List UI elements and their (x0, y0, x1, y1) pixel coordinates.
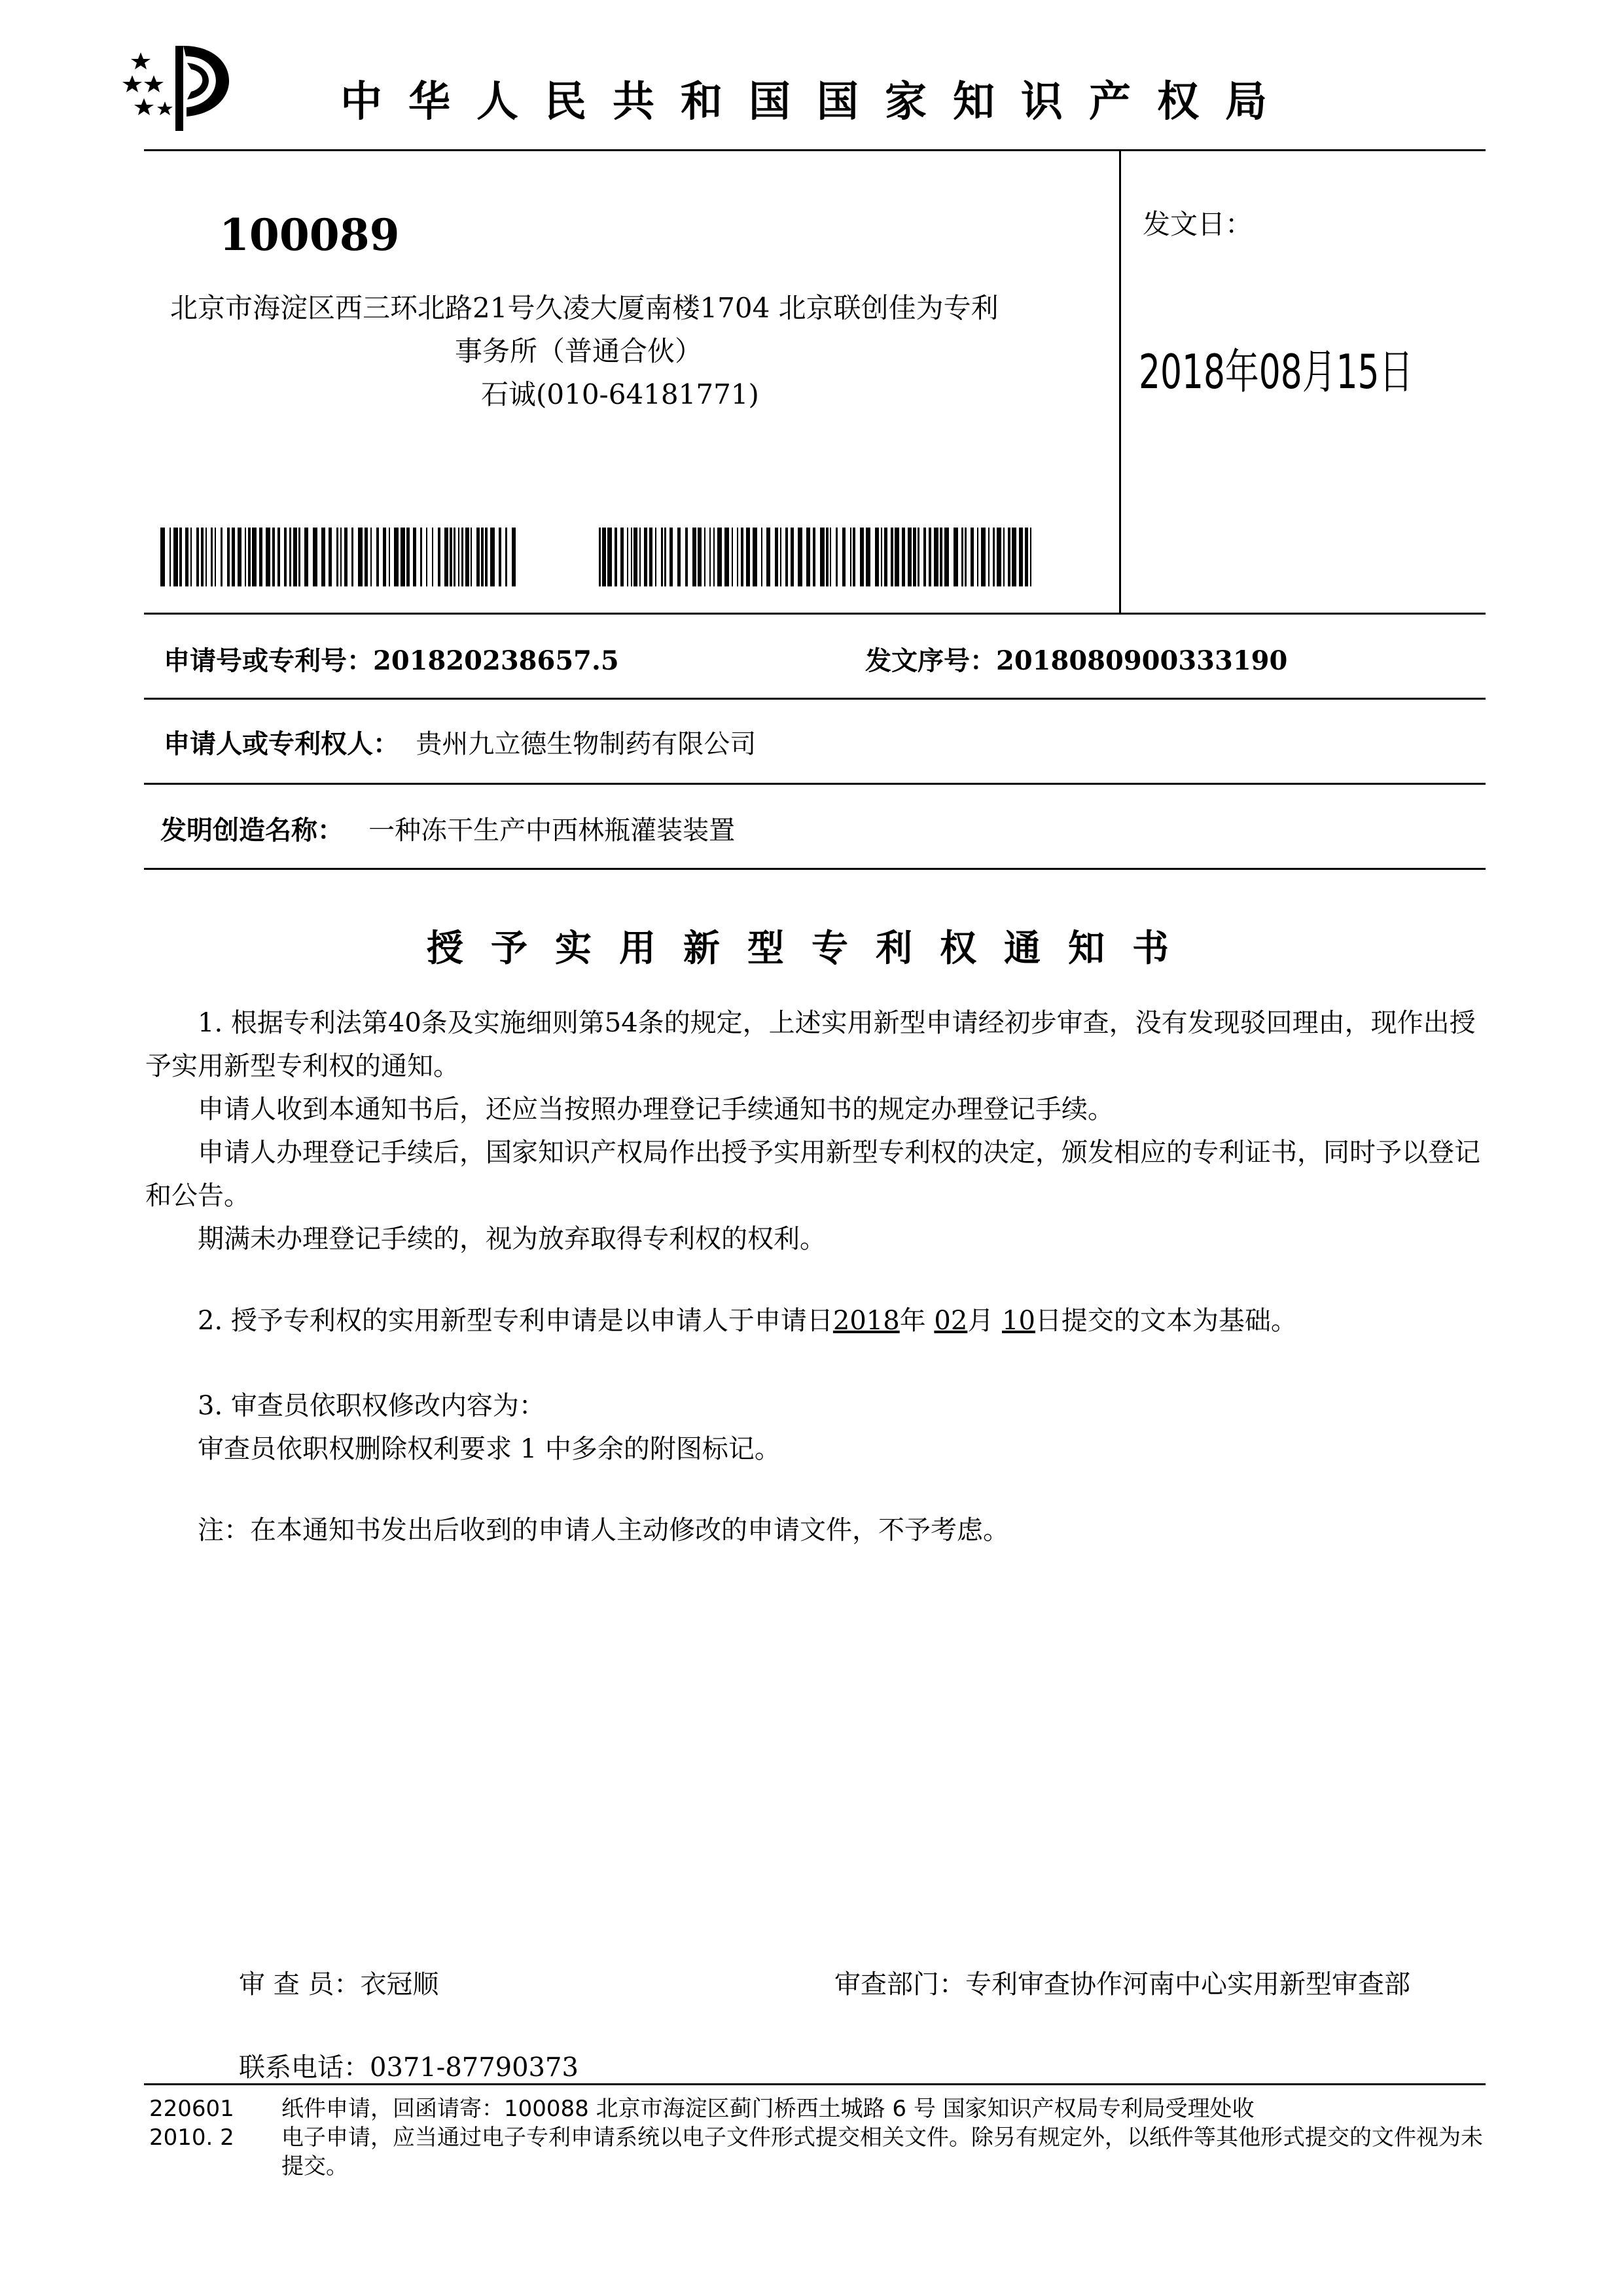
barcode-bar (351, 528, 353, 586)
barcode-bar (639, 528, 641, 586)
barcode-bar (891, 528, 893, 586)
department-label: 审查部门： (834, 1969, 965, 2000)
barcode-bar (842, 528, 846, 586)
form-code: 220601 (149, 2096, 234, 2122)
barcode-bar (971, 528, 974, 586)
barcode-bar (741, 528, 743, 586)
barcode-bar (766, 528, 770, 586)
barcode-bar (358, 528, 363, 586)
barcode-bar (476, 528, 480, 586)
barcode-bar (961, 528, 963, 586)
barcode-bar (965, 528, 967, 586)
barcode-bar (169, 528, 171, 586)
barcode-bar (988, 528, 990, 586)
notice-paragraph-2 (198, 1299, 1487, 1342)
barcode-bar (704, 528, 706, 586)
barcode-bar (615, 528, 617, 586)
barcode-bar (1030, 528, 1031, 586)
barcode-bar (365, 528, 368, 586)
barcode-bar (944, 528, 949, 586)
barcode-bar (205, 528, 207, 586)
barcode-bar (775, 528, 778, 586)
barcode-bar (826, 528, 829, 586)
notice-paragraph-3: 3. 审查员依职权修改内容为： (198, 1391, 545, 1421)
notice-paragraph-1b: 申请人收到本通知书后，还应当按照办理登记手续通知书的规定办理登记手续。 (198, 1094, 1114, 1124)
logo-p-stem (175, 46, 183, 131)
barcode-bar (698, 528, 702, 586)
barcode-bar (884, 528, 887, 586)
barcode-bar (245, 528, 246, 586)
barcode-bar (732, 528, 733, 586)
barcode-bar (785, 528, 788, 586)
footer-rule (144, 2083, 1486, 2085)
phone-row (239, 2047, 579, 2084)
barcode-bar (709, 528, 711, 586)
barcode-bar (850, 528, 851, 586)
barcode-bar (499, 528, 501, 586)
phone-label: 联系电话： (239, 2053, 370, 2083)
year-unit: 年 (899, 1306, 926, 1336)
cnipa-logo (118, 39, 249, 137)
serial-number-row (865, 640, 1287, 677)
barcode-bar (185, 528, 188, 586)
barcode-bar (227, 528, 230, 586)
barcode-bar (465, 528, 469, 586)
barcode-bar (692, 528, 696, 586)
barcode-bar (908, 528, 912, 586)
p2-prefix: 2. 授予专利权的实用新型专利申请是以申请人于申请日 (198, 1306, 833, 1336)
barcode-bar (1012, 528, 1016, 586)
applicant-label: 申请人或专利权人： (164, 728, 399, 759)
invention-label: 发明创造名称： (160, 815, 344, 846)
barcode-bar (791, 528, 794, 586)
barcode-bar (875, 528, 879, 586)
barcode-bar (649, 528, 652, 586)
barcode-bar (461, 528, 463, 586)
logo-star (144, 75, 164, 92)
logo-star (157, 101, 173, 115)
barcode-bar (713, 528, 715, 586)
barcode-bar (450, 528, 452, 586)
notice-paragraph-1c: 申请人办理登记手续后，国家知识产权局作出授予实用新型专利权的决定，颁发相应的专利证书，同时予以登记和公告。 (145, 1138, 1480, 1211)
barcode-bar (981, 528, 986, 586)
barcode-bar (753, 528, 757, 586)
row-rule (144, 783, 1486, 785)
barcode (160, 528, 520, 586)
barcode-bar (512, 528, 516, 586)
barcode-bar (485, 528, 488, 586)
barcode-bar (201, 528, 204, 586)
logo-p-inner (187, 63, 209, 99)
row-rule (144, 698, 1486, 700)
notice-paragraph-1d: 期满未办理登记手续的，视为放弃取得专利权的权利。 (198, 1224, 826, 1254)
barcode-bar (401, 528, 405, 586)
barcode-bar (685, 528, 688, 586)
barcode-bar (881, 528, 882, 586)
barcode-bar (196, 528, 199, 586)
barcode-bar (383, 528, 386, 586)
barcode-bar (389, 528, 390, 586)
examiner-row (239, 1964, 438, 2001)
applicant-value: 贵州九立德生物制药有限公司 (416, 729, 757, 759)
month-unit: 月 (967, 1306, 994, 1336)
barcode-bar (406, 528, 410, 586)
barcode-bar (806, 528, 810, 586)
serial-number-label: 发文序号： (865, 645, 996, 676)
filing-month: 02 (934, 1306, 968, 1336)
address-line-1: 北京市海淀区西三环北路21号久凌大厦南楼1704 北京联创佳为专利 (170, 292, 999, 324)
barcode-bar (853, 528, 855, 586)
filing-year: 2018 (832, 1306, 900, 1336)
barcode-bar (836, 528, 838, 586)
notice-paragraph-3b: 审查员依职权删除权利要求 1 中多余的附图标记。 (198, 1434, 781, 1464)
barcode-bar (304, 528, 308, 586)
logo-star (122, 75, 142, 92)
filing-day: 10 (1002, 1306, 1035, 1336)
barcode-bar (413, 528, 416, 586)
barcode-bar (1008, 528, 1010, 586)
department-row (834, 1964, 1410, 2001)
barcode-bar (1003, 528, 1005, 586)
footer-line-2: 电子申请，应当通过电子专利申请系统以电子文件形式提交相关文件。除另有规定外，以纸件等其他形式提交的文件视为未提交。 (281, 2125, 1483, 2179)
barcode-bar (866, 528, 870, 586)
logo-star (134, 98, 154, 115)
barcode-bar (895, 528, 899, 586)
phone-value: 0371-87790373 (370, 2053, 579, 2083)
row-rule (144, 868, 1486, 870)
barcode-bar (458, 528, 459, 586)
barcode-bar (798, 528, 802, 586)
barcode-bar (505, 528, 507, 586)
barcode-bar (321, 528, 325, 586)
p2-suffix: 日提交的文本为基础。 (1035, 1306, 1297, 1336)
barcode-bar (211, 528, 213, 586)
barcode-bar (173, 528, 178, 586)
form-version: 2010. 2 (149, 2125, 234, 2151)
barcode-bar (913, 528, 916, 586)
agency-name: 中华人民共和国国家知识产权局 (340, 78, 1293, 126)
examiner-label: 审 查 员： (239, 1969, 361, 2000)
barcode-bar (664, 528, 666, 586)
barcode-bar (277, 528, 280, 586)
section-rule (144, 613, 1486, 615)
barcode-bar (655, 528, 656, 586)
barcode-bar (160, 528, 165, 586)
barcode-bar (298, 528, 300, 586)
invention-value: 一种冻干生产中西林瓶灌装装置 (368, 816, 736, 846)
date-divider (1119, 149, 1121, 614)
barcode-bar (340, 528, 342, 586)
issue-date-value: 2018年08月15日 (1139, 344, 1414, 399)
barcode-bar (977, 528, 978, 586)
barcode-bar (248, 528, 251, 586)
barcode-bar (940, 528, 942, 586)
department-name: 专利审查协作河南中心实用新型审查部 (965, 1969, 1410, 2000)
barcode-bar (934, 528, 938, 586)
barcode-bar (780, 528, 781, 586)
barcode-bar (813, 528, 815, 586)
barcode-bar (232, 528, 235, 586)
footer-line-1: 纸件申请，回函请寄：100088 北京市海淀区蓟门桥西土城路 6 号 国家知识产权局专利局受理处收 (281, 2096, 1255, 2122)
barcode-bar (238, 528, 241, 586)
application-number-label: 申请号或专利号： (164, 645, 373, 676)
barcode-bar (661, 528, 663, 586)
barcode-bar (599, 528, 601, 586)
barcode-bar (620, 528, 624, 586)
barcode-bar (259, 528, 262, 586)
barcode-bar (954, 528, 958, 586)
barcode-bar (1025, 528, 1028, 586)
invention-row (160, 810, 735, 847)
serial-number-value: 2018080900333190 (996, 645, 1288, 676)
application-number-value: 201820238657.5 (373, 645, 619, 676)
barcode-bar (272, 528, 275, 586)
barcode-bar (997, 528, 1001, 586)
barcode-bar (737, 528, 738, 586)
postal-code: 100089 (219, 209, 400, 260)
barcode-bar (669, 528, 673, 586)
barcode-bar (724, 528, 729, 586)
barcode-bar (293, 528, 297, 586)
barcode-bar (266, 528, 270, 586)
barcode-bar (490, 528, 495, 586)
barcode-bar (284, 528, 287, 586)
logo-star (131, 52, 151, 69)
barcode-bar (289, 528, 291, 586)
barcode-bar (860, 528, 864, 586)
barcode-bar (190, 528, 192, 586)
issue-date-label: 发文日： (1143, 208, 1253, 240)
barcode-bar (607, 528, 612, 586)
examiner-name: 衣冠顺 (360, 1969, 439, 2000)
barcode-bar (432, 528, 433, 586)
notice-note: 注：在本通知书发出后收到的申请人主动修改的申请文件，不予考虑。 (198, 1515, 1009, 1545)
barcode-bar (644, 528, 647, 586)
barcode-bar (426, 528, 427, 586)
applicant-row (164, 723, 756, 761)
barcode-bar (902, 528, 905, 586)
barcode-bar (329, 528, 332, 586)
barcode-bar (993, 528, 995, 586)
contact-line: 石诚(010-64181771) (481, 378, 759, 410)
barcode-bar (633, 528, 637, 586)
barcode-bar (627, 528, 628, 586)
barcode-bar (215, 528, 216, 586)
barcode-bar (344, 528, 348, 586)
barcode-bar (923, 528, 926, 586)
barcode-bar (420, 528, 422, 586)
address-line-2: 事务所（普通合伙） (455, 335, 703, 367)
barcode-bar (717, 528, 722, 586)
barcode-bar (444, 528, 448, 586)
barcode-bar (677, 528, 681, 586)
barcode-bar (313, 528, 317, 586)
barcode-bar (918, 528, 919, 586)
barcode-bar (929, 528, 931, 586)
barcode-bar (438, 528, 440, 586)
barcode-bar (631, 528, 632, 586)
barcode-bar (336, 528, 338, 586)
barcode-bar (471, 528, 472, 586)
barcode-bar (761, 528, 762, 586)
barcode-bar (221, 528, 223, 586)
barcode-bar (830, 528, 831, 586)
application-number-row (164, 640, 619, 677)
barcode-bar (370, 528, 372, 586)
notice-paragraph-1: 1. 根据专利法第40条及实施细则第54条的规定，上述实用新型申请经初步审查，没有发现驳回理由，现作出授予实用新型专利权的通知。 (145, 1008, 1476, 1081)
barcode-bar (1019, 528, 1023, 586)
barcode-bar (746, 528, 750, 586)
barcode-bar (252, 528, 257, 586)
barcode-bar (481, 528, 484, 586)
barcode-bar (602, 528, 606, 586)
barcode-bar (179, 528, 182, 586)
barcode-bar (454, 528, 455, 586)
barcode-bar (394, 528, 399, 586)
barcode (599, 528, 1034, 586)
barcode-bar (376, 528, 379, 586)
header-rule (144, 149, 1486, 151)
notice-title: 授予实用新型专利权通知书 (427, 927, 1196, 970)
barcode-bar (820, 528, 825, 586)
